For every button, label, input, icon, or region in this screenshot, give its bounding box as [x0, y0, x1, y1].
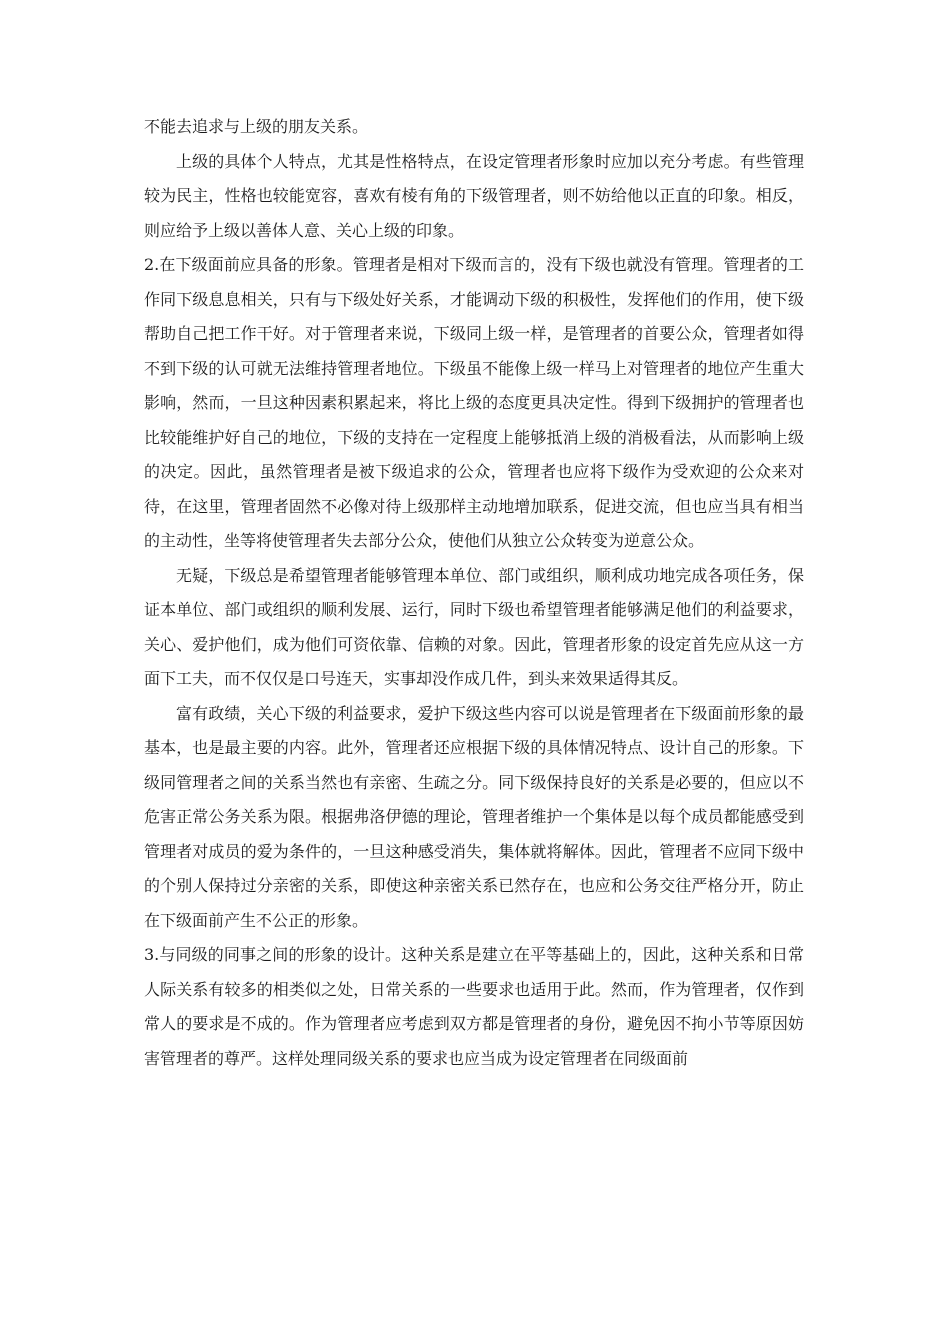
paragraph-performance-care: 富有政绩，关心下级的利益要求，爱护下级这些内容可以说是管理者在下级面前形象的最基本，也是最主要的内容。此外，管理者还应根据下级的具体情况特点、设计自己的形象。下级同管理者之间的关系当然也有亲密、生疏之分。同下级保持良好的关系是必要的，但应以不危害正常公务关系为限。根据弗洛伊德的理论，管理者维护一个集体是以每个成员都能感受到管理者对成员的爱为条件的，一旦这种感受消失，集体就将解体。因此，管理者不应同下级中的个别人保持过分亲密的关系，即使这种亲密关系已然存在，也应和公务交往严格分开，防止在下级面前产生不公正的形象。 [144, 703, 804, 930]
paragraph-subordinate-image: 2.在下级面前应具备的形象。管理者是相对下级而言的，没有下级也就没有管理。管理者的工作同下级息息相关，只有与下级处好关系，才能调动下级的积极性，发挥他们的作用，使下级帮助自己把工作干好。对于管理者来说，下级同上级一样，是管理者的首要公众，管理者如得不到下级的认可就无法维持管理者地位。下级虽不能像上级一样马上对管理者的地位产生重大影响，然而，一旦这种因素积累起来，将比上级的态度更具决定性。得到下级拥护的管理者也比较能维护好自己的地位，下级的支持在一定程度上能够抵消上级的消极看法，从而影响上级的决定。因此，虽然管理者是被下级追求的公众，管理者也应将下级作为受欢迎的公众来对待，在这里，管理者固然不必像对待上级那样主动地增加联系，促进交流，但也应当具有相当的主动性，坐等将使管理者失去部分公众，使他们从独立公众转变为逆意公众。 [144, 255, 804, 550]
paragraph-peer-image: 3.与同级的同事之间的形象的设计。这种关系是建立在平等基础上的，因此，这种关系和日常人际关系有较多的相类似之处，日常关系的一些要求也适用于此。然而，作为管理者，仅作到常人的要求是不成的。作为管理者应考虑到双方都是管理者的身份，避免因不拘小节等原因妨害管理者的尊严。这样处理同级关系的要求也应当成为设定管理者在同级面前 [144, 945, 804, 1068]
paragraph-subordinate-expectations: 无疑，下级总是希望管理者能够管理本单位、部门或组织，顺利成功地完成各项任务，保证本单位、部门或组织的顺利发展、运行，同时下级也希望管理者能够满足他们的利益要求，关心、爱护他们，成为他们可资依靠、信赖的对象。因此，管理者形象的设定首先应从这一方面下工夫，而不仅仅是口号连天，实事却没作成几件，到头来效果适得其反。 [144, 565, 804, 688]
paragraph-superior-traits: 上级的具体个人特点，尤其是性格特点，在设定管理者形象时应加以充分考虑。有些管理较为民主，性格也较能宽容，喜欢有棱有角的下级管理者，则不妨给他以正直的印象。相反，则应给予上级以善体人意、关心上级的印象。 [144, 151, 804, 240]
paragraph-continuation: 不能去追求与上级的朋友关系。 [144, 117, 369, 136]
body-text [144, 110, 804, 1076]
